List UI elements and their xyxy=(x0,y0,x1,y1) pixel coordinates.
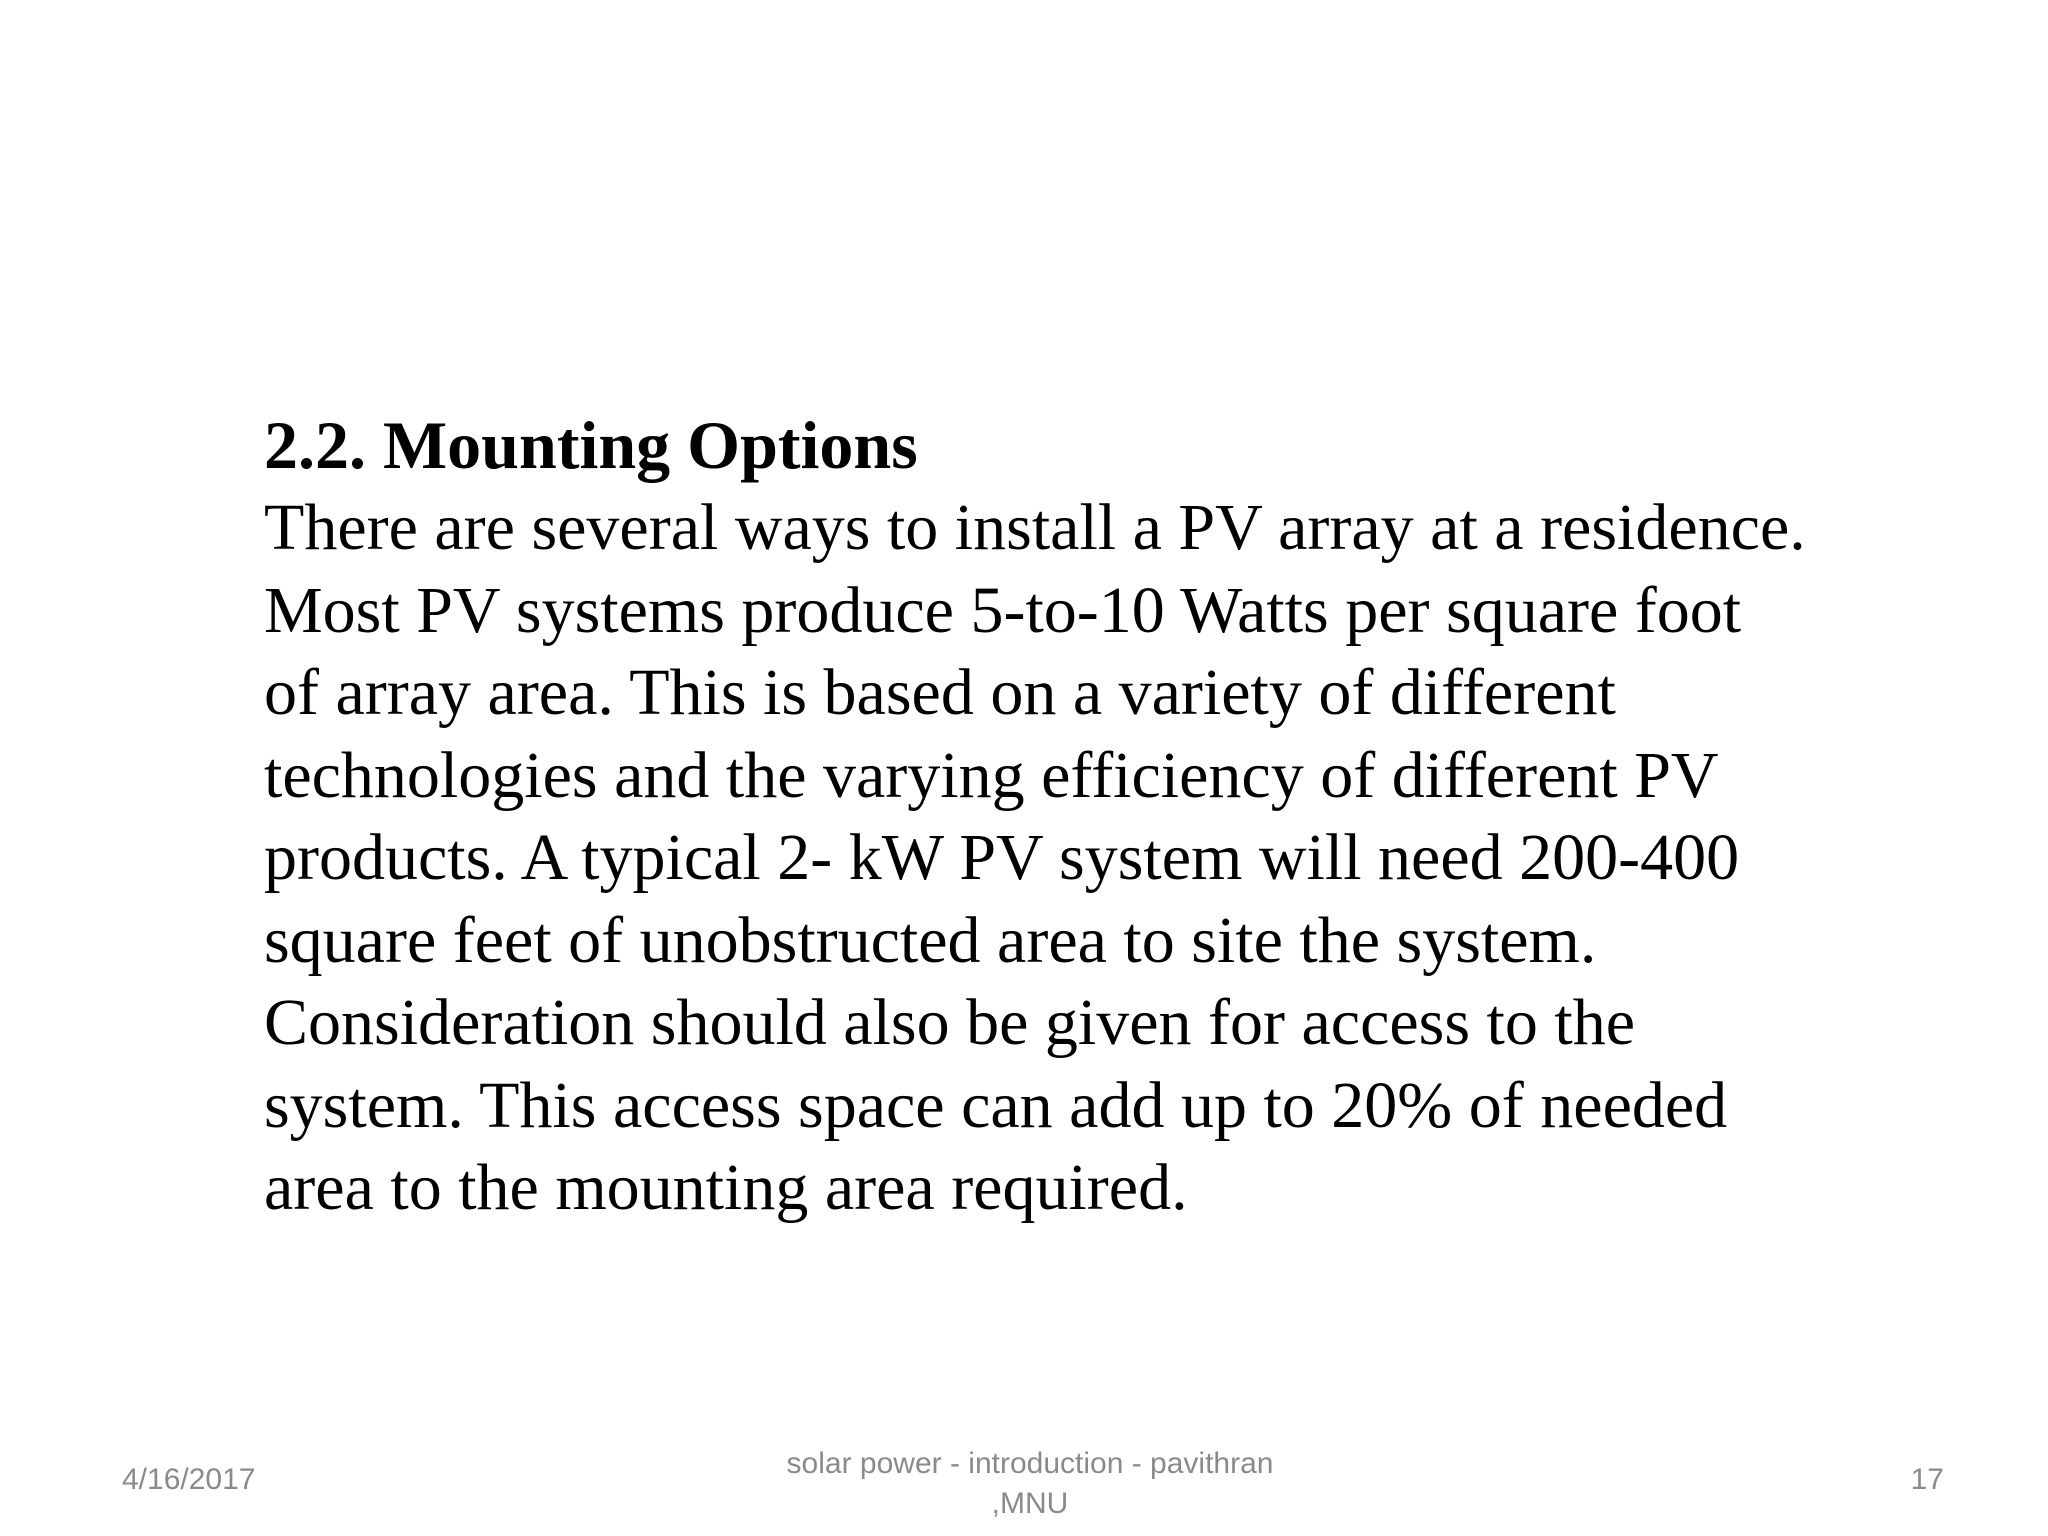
body-line: area to the mounting area required. xyxy=(264,1151,1188,1224)
body-line: technologies and the varying efficiency of different PV xyxy=(264,738,1719,812)
body-line: square feet of unobstructed area to site the system. xyxy=(264,903,1597,977)
slide-body xyxy=(264,487,1904,1230)
slide-heading: 2.2. Mounting Options xyxy=(264,407,918,483)
footer-title-line: ,MNU xyxy=(991,1487,1069,1520)
body-line: products. A typical 2- kW PV system will need 200-400 xyxy=(264,821,1740,894)
body-line: Most PV systems produce 5-to-10 Watts per square foot xyxy=(264,573,1742,647)
footer-date: 4/16/2017 xyxy=(122,1463,256,1496)
body-line: of array area. This is based on a variety of different xyxy=(264,656,1616,729)
body-line: system. This access space can add up to 20% of needed xyxy=(264,1068,1728,1142)
body-line: There are several ways to install a PV array at a residence. xyxy=(264,491,1806,564)
footer-title-line: solar power - introduction - pavithran xyxy=(786,1447,1274,1480)
body-line: Consideration should also be given for access to the xyxy=(264,986,1636,1059)
slide-content xyxy=(264,403,1904,1230)
page-number: 17 xyxy=(1910,1463,1944,1496)
footer-title xyxy=(680,1444,1380,1524)
